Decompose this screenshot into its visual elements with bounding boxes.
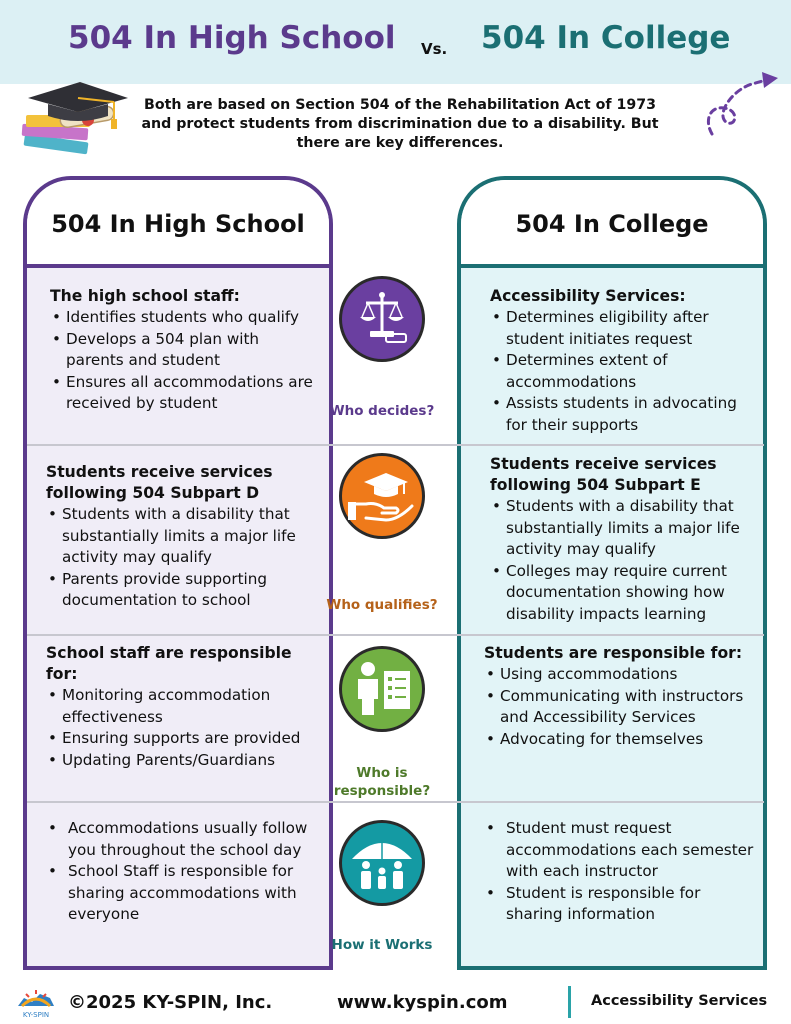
graduation-cap-books-icon [14, 76, 132, 168]
who-decides-college [490, 286, 755, 436]
title-vs: Vs. [421, 40, 448, 58]
person-checklist-icon [342, 649, 422, 729]
dotted-arrow-icon [700, 70, 780, 140]
who-qualifies-high-school [46, 462, 321, 612]
how-it-works-college [484, 818, 754, 926]
list-item: • Monitoring accommodation effectiveness [46, 685, 321, 728]
who-qualifies-circle [339, 453, 425, 539]
section-divider [27, 801, 764, 803]
list-item: • Ensuring supports are provided [46, 728, 321, 750]
college-column-title: 504 In College [515, 210, 709, 238]
title-high-school: 504 In High School [68, 20, 396, 56]
how-it-works-label: How it Works [331, 937, 433, 953]
who-is-responsible-circle [339, 646, 425, 732]
list-item: • Communicating with instructors and Accessibility Services [484, 686, 756, 729]
who-is-responsible-high-school [46, 643, 321, 771]
section-divider [27, 634, 764, 636]
list-item: • Determines extent of accommodations [490, 350, 755, 393]
list-item: • Develops a 504 plan with parents and student [50, 329, 320, 372]
how-it-works-circle [339, 820, 425, 906]
who-is-responsible-college [484, 643, 756, 750]
scales-of-justice-icon [342, 279, 422, 359]
footer-office: Accessibility Services [591, 993, 768, 1009]
who-decides-circle [339, 276, 425, 362]
section-heading: Students receive services following 504 Subpart E [490, 455, 717, 494]
kyspin-logo [14, 984, 58, 1020]
list-item: • Ensures all accommodations are received by student [50, 372, 320, 415]
list-item: • Student must request accommodations each semester with each instructor [484, 818, 754, 883]
list-item: • Determines eligibility after student initiates request [490, 307, 755, 350]
list-item: • Identifies students who qualify [50, 307, 320, 329]
list-item: • Updating Parents/Guardians [46, 750, 321, 772]
who-qualifies-label: Who qualifies? [326, 597, 438, 613]
intro-text: Both are based on Section 504 of the Rehabilitation Act of 1973 and protect students from discrimination due to a disability. But there are key differences. [141, 97, 659, 151]
high-school-column-header [27, 180, 329, 268]
list-item: • Parents provide supporting documentation to school [46, 569, 321, 612]
list-item: • Student is responsible for sharing information [484, 883, 754, 926]
college-column-header [461, 180, 763, 268]
who-decides-label: Who decides? [329, 403, 435, 419]
list-item: • Colleges may require current documentation showing how disability impacts learning [490, 561, 755, 626]
list-item: • Students with a disability that substantially limits a major life activity may qualify [46, 504, 321, 569]
title-college: 504 In College [481, 20, 731, 56]
family-umbrella-icon [342, 823, 422, 903]
who-qualifies-college [490, 454, 755, 625]
footer-divider [568, 986, 571, 1018]
list-item: • Accommodations usually follow you throughout the school day [46, 818, 316, 861]
section-heading: Students receive services following 504 Subpart D [46, 463, 273, 502]
section-divider [27, 444, 764, 446]
footer-copyright: ©2025 KY-SPIN, Inc. [68, 992, 273, 1013]
footer-website-link[interactable]: www.kyspin.com [337, 992, 508, 1013]
how-it-works-high-school [46, 818, 316, 926]
who-decides-high-school [50, 286, 320, 415]
high-school-column-title: 504 In High School [51, 210, 305, 238]
list-item: • School Staff is responsible for sharing accommodations with everyone [46, 861, 316, 926]
section-heading: The high school staff: [50, 287, 240, 305]
who-is-responsible-label: Who is responsible? [333, 765, 431, 799]
list-item: • Advocating for themselves [484, 729, 756, 751]
section-heading: Students are responsible for: [484, 644, 743, 662]
kyspin-logo-text: KY-SPIN [22, 1011, 50, 1019]
section-heading: School staff are responsible for: [46, 644, 292, 683]
list-item: • Students with a disability that substantially limits a major life activity may qualify [490, 496, 755, 561]
graduation-cap-hand-icon [342, 456, 422, 536]
list-item: • Using accommodations [484, 664, 756, 686]
list-item: • Assists students in advocating for their supports [490, 393, 755, 436]
section-heading: Accessibility Services: [490, 287, 686, 305]
